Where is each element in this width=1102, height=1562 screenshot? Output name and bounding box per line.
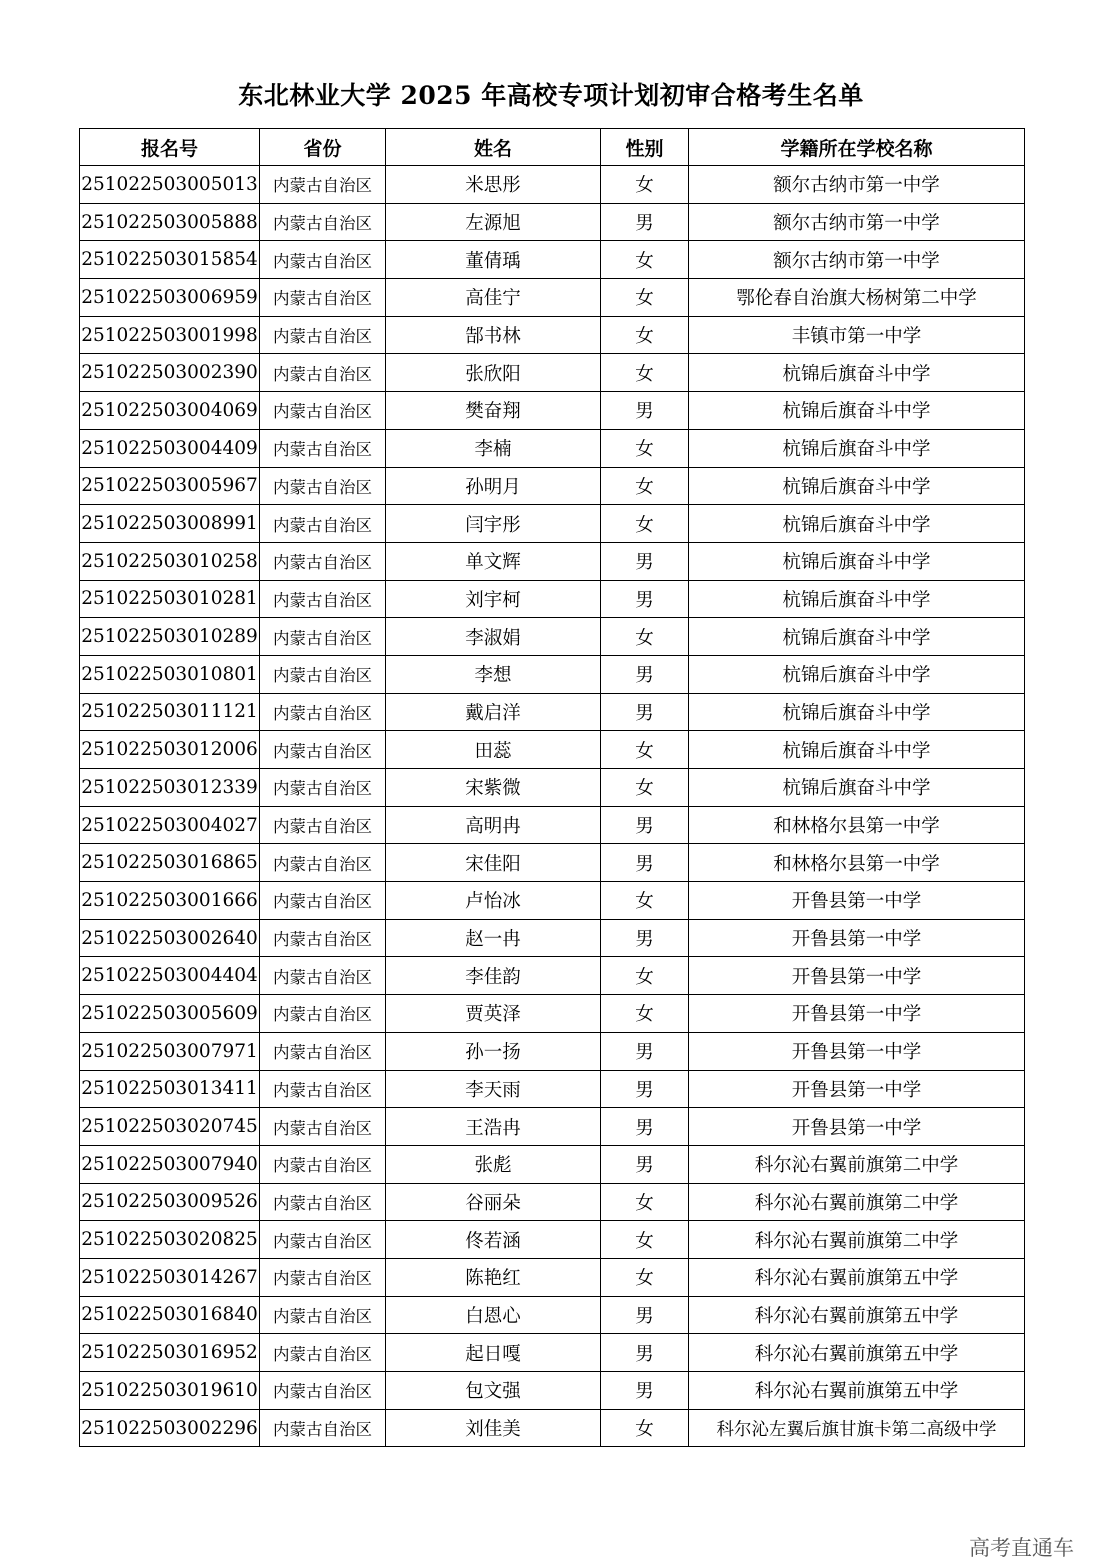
province-cell: 内蒙古自治区 <box>260 166 386 204</box>
gender-cell: 女 <box>601 1409 689 1447</box>
school-cell: 科尔沁左翼后旗甘旗卡第二高级中学 <box>689 1409 1025 1447</box>
registration-number-cell: 251022503020825 <box>80 1221 260 1259</box>
name-cell: 佟若涵 <box>386 1221 601 1259</box>
table-row <box>80 919 1025 957</box>
school-cell: 科尔沁右翼前旗第二中学 <box>689 1221 1025 1259</box>
gender-cell: 男 <box>601 542 689 580</box>
registration-number-cell: 251022503005013 <box>80 166 260 204</box>
gender-cell: 女 <box>601 429 689 467</box>
province-cell: 内蒙古自治区 <box>260 618 386 656</box>
province-cell: 内蒙古自治区 <box>260 241 386 279</box>
school-cell: 杭锦后旗奋斗中学 <box>689 618 1025 656</box>
name-cell: 李佳韵 <box>386 957 601 995</box>
table-row <box>80 166 1025 204</box>
gender-cell: 女 <box>601 1183 689 1221</box>
school-cell: 杭锦后旗奋斗中学 <box>689 392 1025 430</box>
registration-number-cell: 251022503005609 <box>80 995 260 1033</box>
table-row <box>80 1258 1025 1296</box>
registration-number-cell: 251022503019610 <box>80 1372 260 1410</box>
registration-number-cell: 251022503001666 <box>80 882 260 920</box>
province-cell: 内蒙古自治区 <box>260 1183 386 1221</box>
registration-number-cell: 251022503007971 <box>80 1032 260 1070</box>
gender-cell: 男 <box>601 1145 689 1183</box>
gender-cell: 男 <box>601 1334 689 1372</box>
school-cell: 科尔沁右翼前旗第二中学 <box>689 1183 1025 1221</box>
table-row <box>80 1372 1025 1410</box>
gender-cell: 男 <box>601 655 689 693</box>
school-cell: 和林格尔县第一中学 <box>689 806 1025 844</box>
registration-number-cell: 251022503010258 <box>80 542 260 580</box>
province-cell: 内蒙古自治区 <box>260 995 386 1033</box>
name-cell: 卢怡冰 <box>386 882 601 920</box>
registration-number-cell: 251022503008991 <box>80 505 260 543</box>
table-row <box>80 467 1025 505</box>
school-cell: 杭锦后旗奋斗中学 <box>689 429 1025 467</box>
province-cell: 内蒙古自治区 <box>260 467 386 505</box>
registration-number-cell: 251022503001998 <box>80 316 260 354</box>
name-cell: 陈艳红 <box>386 1258 601 1296</box>
table-header-row <box>80 129 1025 166</box>
name-cell: 贾英泽 <box>386 995 601 1033</box>
province-cell: 内蒙古自治区 <box>260 354 386 392</box>
table-row <box>80 1070 1025 1108</box>
school-cell: 额尔古纳市第一中学 <box>689 166 1025 204</box>
province-cell: 内蒙古自治区 <box>260 203 386 241</box>
gender-cell: 女 <box>601 995 689 1033</box>
table-row <box>80 241 1025 279</box>
province-cell: 内蒙古自治区 <box>260 1221 386 1259</box>
registration-number-cell: 251022503016840 <box>80 1296 260 1334</box>
province-cell: 内蒙古自治区 <box>260 580 386 618</box>
province-cell: 内蒙古自治区 <box>260 505 386 543</box>
school-cell: 科尔沁右翼前旗第五中学 <box>689 1372 1025 1410</box>
name-cell: 王浩冉 <box>386 1108 601 1146</box>
registration-number-cell: 251022503004404 <box>80 957 260 995</box>
gender-cell: 女 <box>601 316 689 354</box>
table-row <box>80 618 1025 656</box>
registration-number-cell: 251022503007940 <box>80 1145 260 1183</box>
province-cell: 内蒙古自治区 <box>260 882 386 920</box>
name-cell: 刘宇柯 <box>386 580 601 618</box>
school-cell: 杭锦后旗奋斗中学 <box>689 505 1025 543</box>
name-cell: 孙明月 <box>386 467 601 505</box>
gender-cell: 女 <box>601 1221 689 1259</box>
gender-cell: 男 <box>601 1296 689 1334</box>
name-cell: 赵一冉 <box>386 919 601 957</box>
province-cell: 内蒙古自治区 <box>260 1145 386 1183</box>
table-row <box>80 580 1025 618</box>
registration-number-cell: 251022503010289 <box>80 618 260 656</box>
gender-cell: 男 <box>601 392 689 430</box>
header-registration-number: 报名号 <box>80 129 260 166</box>
name-cell: 包文强 <box>386 1372 601 1410</box>
table-row <box>80 392 1025 430</box>
province-cell: 内蒙古自治区 <box>260 392 386 430</box>
school-cell: 额尔古纳市第一中学 <box>689 203 1025 241</box>
name-cell: 李淑娟 <box>386 618 601 656</box>
table-row <box>80 806 1025 844</box>
province-cell: 内蒙古自治区 <box>260 655 386 693</box>
school-cell: 科尔沁右翼前旗第五中学 <box>689 1296 1025 1334</box>
gender-cell: 男 <box>601 1372 689 1410</box>
school-cell: 开鲁县第一中学 <box>689 1108 1025 1146</box>
table-row <box>80 957 1025 995</box>
name-cell: 单文辉 <box>386 542 601 580</box>
registration-number-cell: 251022503011121 <box>80 693 260 731</box>
table-row <box>80 203 1025 241</box>
province-cell: 内蒙古自治区 <box>260 731 386 769</box>
gender-cell: 女 <box>601 467 689 505</box>
province-cell: 内蒙古自治区 <box>260 769 386 807</box>
school-cell: 丰镇市第一中学 <box>689 316 1025 354</box>
name-cell: 李天雨 <box>386 1070 601 1108</box>
school-cell: 杭锦后旗奋斗中学 <box>689 693 1025 731</box>
gender-cell: 男 <box>601 580 689 618</box>
name-cell: 郜书林 <box>386 316 601 354</box>
table-body <box>80 166 1025 1447</box>
school-cell: 开鲁县第一中学 <box>689 995 1025 1033</box>
province-cell: 内蒙古自治区 <box>260 1032 386 1070</box>
province-cell: 内蒙古自治区 <box>260 844 386 882</box>
gender-cell: 女 <box>601 279 689 317</box>
school-cell: 开鲁县第一中学 <box>689 919 1025 957</box>
registration-number-cell: 251022503002296 <box>80 1409 260 1447</box>
school-cell: 杭锦后旗奋斗中学 <box>689 769 1025 807</box>
table-row <box>80 769 1025 807</box>
table-row <box>80 505 1025 543</box>
table-row <box>80 995 1025 1033</box>
province-cell: 内蒙古自治区 <box>260 1108 386 1146</box>
table-row <box>80 1409 1025 1447</box>
name-cell: 张欣阳 <box>386 354 601 392</box>
name-cell: 米思彤 <box>386 166 601 204</box>
province-cell: 内蒙古自治区 <box>260 279 386 317</box>
registration-number-cell: 251022503006959 <box>80 279 260 317</box>
name-cell: 孙一扬 <box>386 1032 601 1070</box>
name-cell: 李楠 <box>386 429 601 467</box>
province-cell: 内蒙古自治区 <box>260 957 386 995</box>
province-cell: 内蒙古自治区 <box>260 1070 386 1108</box>
school-cell: 杭锦后旗奋斗中学 <box>689 354 1025 392</box>
name-cell: 田蕊 <box>386 731 601 769</box>
registration-number-cell: 251022503016865 <box>80 844 260 882</box>
registration-number-cell: 251022503010281 <box>80 580 260 618</box>
header-province: 省份 <box>260 129 386 166</box>
watermark: 高考直通车 <box>969 1536 1074 1560</box>
registration-number-cell: 251022503009526 <box>80 1183 260 1221</box>
registration-number-cell: 251022503004027 <box>80 806 260 844</box>
gender-cell: 男 <box>601 1070 689 1108</box>
registration-number-cell: 251022503002390 <box>80 354 260 392</box>
school-cell: 科尔沁右翼前旗第二中学 <box>689 1145 1025 1183</box>
province-cell: 内蒙古自治区 <box>260 693 386 731</box>
registration-number-cell: 251022503010801 <box>80 655 260 693</box>
school-cell: 开鲁县第一中学 <box>689 1032 1025 1070</box>
province-cell: 内蒙古自治区 <box>260 1258 386 1296</box>
gender-cell: 女 <box>601 769 689 807</box>
table-row <box>80 1183 1025 1221</box>
name-cell: 董倩瑀 <box>386 241 601 279</box>
table-row <box>80 844 1025 882</box>
table-row <box>80 1108 1025 1146</box>
gender-cell: 男 <box>601 844 689 882</box>
page-title: 东北林业大学 2025 年高校专项计划初审合格考生名单 <box>238 81 864 110</box>
school-cell: 开鲁县第一中学 <box>689 882 1025 920</box>
table-row <box>80 1334 1025 1372</box>
name-cell: 谷丽朵 <box>386 1183 601 1221</box>
province-cell: 内蒙古自治区 <box>260 429 386 467</box>
school-cell: 杭锦后旗奋斗中学 <box>689 580 1025 618</box>
gender-cell: 女 <box>601 505 689 543</box>
school-cell: 杭锦后旗奋斗中学 <box>689 542 1025 580</box>
gender-cell: 男 <box>601 1032 689 1070</box>
name-cell: 宋紫微 <box>386 769 601 807</box>
name-cell: 闫宇彤 <box>386 505 601 543</box>
table-row <box>80 542 1025 580</box>
registration-number-cell: 251022503012006 <box>80 731 260 769</box>
table-row <box>80 279 1025 317</box>
school-cell: 开鲁县第一中学 <box>689 1070 1025 1108</box>
registration-number-cell: 251022503013411 <box>80 1070 260 1108</box>
table-row <box>80 655 1025 693</box>
gender-cell: 女 <box>601 166 689 204</box>
registration-number-cell: 251022503012339 <box>80 769 260 807</box>
school-cell: 开鲁县第一中学 <box>689 957 1025 995</box>
province-cell: 内蒙古自治区 <box>260 542 386 580</box>
gender-cell: 女 <box>601 731 689 769</box>
table-row <box>80 1296 1025 1334</box>
name-cell: 白恩心 <box>386 1296 601 1334</box>
name-cell: 戴启洋 <box>386 693 601 731</box>
gender-cell: 男 <box>601 203 689 241</box>
table-row <box>80 1145 1025 1183</box>
table-row <box>80 731 1025 769</box>
name-cell: 张彪 <box>386 1145 601 1183</box>
province-cell: 内蒙古自治区 <box>260 919 386 957</box>
candidate-table <box>79 128 1025 1447</box>
school-cell: 鄂伦春自治旗大杨树第二中学 <box>689 279 1025 317</box>
province-cell: 内蒙古自治区 <box>260 1372 386 1410</box>
table-row <box>80 316 1025 354</box>
school-cell: 和林格尔县第一中学 <box>689 844 1025 882</box>
registration-number-cell: 251022503016952 <box>80 1334 260 1372</box>
name-cell: 刘佳美 <box>386 1409 601 1447</box>
school-cell: 科尔沁右翼前旗第五中学 <box>689 1334 1025 1372</box>
gender-cell: 男 <box>601 1108 689 1146</box>
name-cell: 宋佳阳 <box>386 844 601 882</box>
registration-number-cell: 251022503005967 <box>80 467 260 505</box>
province-cell: 内蒙古自治区 <box>260 1409 386 1447</box>
gender-cell: 女 <box>601 618 689 656</box>
registration-number-cell: 251022503020745 <box>80 1108 260 1146</box>
registration-number-cell: 251022503014267 <box>80 1258 260 1296</box>
registration-number-cell: 251022503015854 <box>80 241 260 279</box>
province-cell: 内蒙古自治区 <box>260 806 386 844</box>
table-row <box>80 1221 1025 1259</box>
name-cell: 起日嘎 <box>386 1334 601 1372</box>
registration-number-cell: 251022503002640 <box>80 919 260 957</box>
province-cell: 内蒙古自治区 <box>260 316 386 354</box>
registration-number-cell: 251022503005888 <box>80 203 260 241</box>
school-cell: 杭锦后旗奋斗中学 <box>689 731 1025 769</box>
school-cell: 杭锦后旗奋斗中学 <box>689 467 1025 505</box>
gender-cell: 女 <box>601 354 689 392</box>
name-cell: 李想 <box>386 655 601 693</box>
header-name: 姓名 <box>386 129 601 166</box>
name-cell: 左源旭 <box>386 203 601 241</box>
gender-cell: 男 <box>601 806 689 844</box>
name-cell: 樊奋翔 <box>386 392 601 430</box>
gender-cell: 男 <box>601 919 689 957</box>
header-school: 学籍所在学校名称 <box>689 129 1025 166</box>
table-row <box>80 882 1025 920</box>
gender-cell: 男 <box>601 693 689 731</box>
table-row <box>80 1032 1025 1070</box>
registration-number-cell: 251022503004069 <box>80 392 260 430</box>
school-cell: 杭锦后旗奋斗中学 <box>689 655 1025 693</box>
table-row <box>80 354 1025 392</box>
table-row <box>80 429 1025 467</box>
school-cell: 科尔沁右翼前旗第五中学 <box>689 1258 1025 1296</box>
gender-cell: 女 <box>601 957 689 995</box>
name-cell: 高佳宁 <box>386 279 601 317</box>
school-cell: 额尔古纳市第一中学 <box>689 241 1025 279</box>
registration-number-cell: 251022503004409 <box>80 429 260 467</box>
gender-cell: 女 <box>601 241 689 279</box>
province-cell: 内蒙古自治区 <box>260 1334 386 1372</box>
province-cell: 内蒙古自治区 <box>260 1296 386 1334</box>
name-cell: 高明冉 <box>386 806 601 844</box>
header-gender: 性别 <box>601 129 689 166</box>
gender-cell: 女 <box>601 1258 689 1296</box>
table-row <box>80 693 1025 731</box>
gender-cell: 女 <box>601 882 689 920</box>
